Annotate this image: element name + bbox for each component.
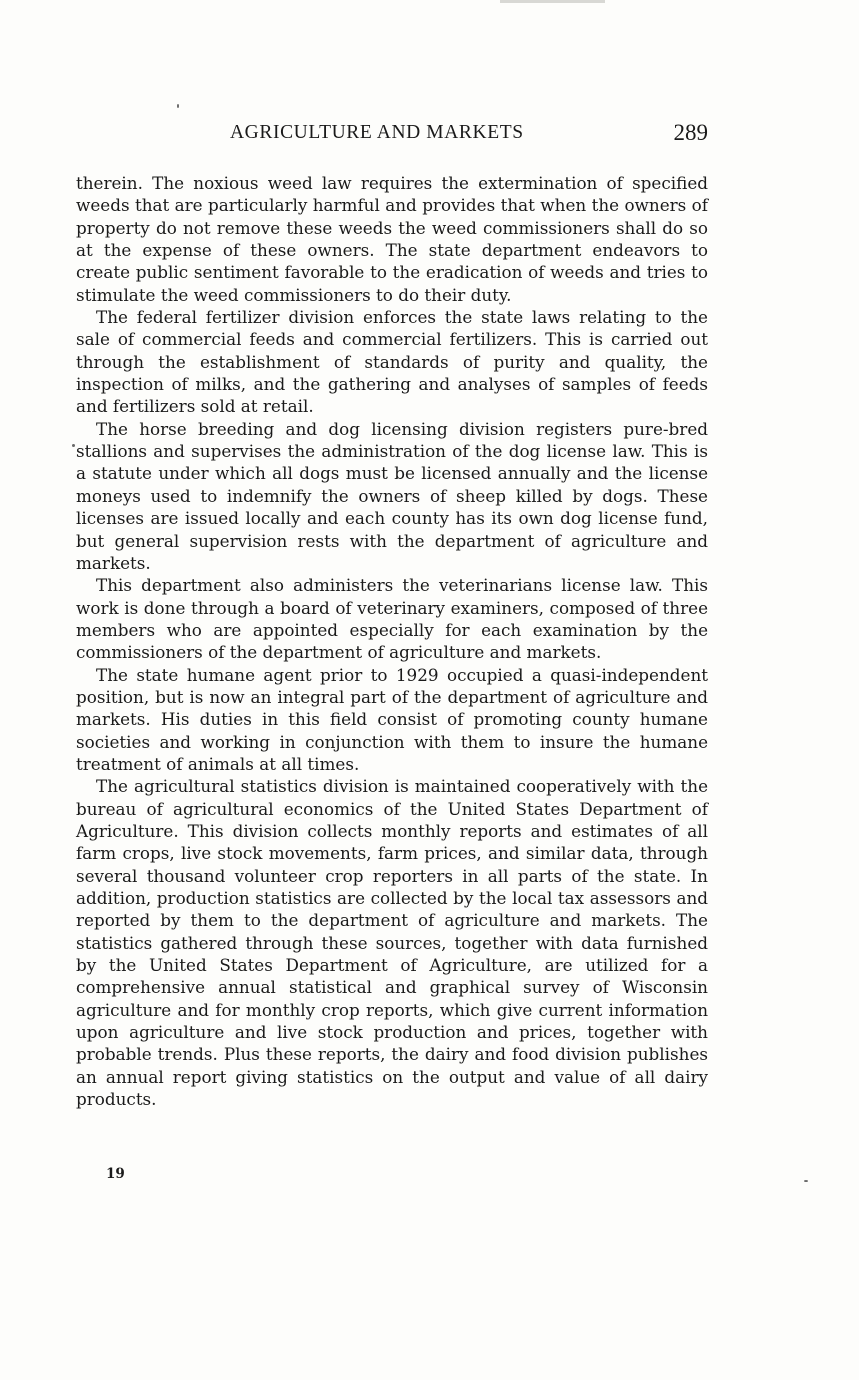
scan-speck xyxy=(177,104,179,108)
running-title: AGRICULTURE AND MARKETS xyxy=(230,122,524,143)
running-head xyxy=(76,122,708,150)
scan-speck xyxy=(804,1180,808,1182)
signature-mark: 19 xyxy=(106,1166,125,1182)
paragraph-humane-agent: The state humane agent prior to 1929 occupied a quasi-independent position, but is now an integral part of the department of agriculture and markets. His duties in this field consist of promoting county humane societies and working in conjunction with them to insure the humane treatment of animals at all times. xyxy=(76,664,708,774)
scan-speck xyxy=(72,444,75,447)
body-text xyxy=(76,172,708,1110)
page-number: 289 xyxy=(673,120,708,145)
paragraph-veterinarians-license: This department also administers the veterinarians license law. This work is done through a board of veterinary examiners, composed of three members who are appointed especially for each examination by the commissioners of the department of agriculture and markets. xyxy=(76,575,708,663)
paragraph-agricultural-statistics: The agricultural statistics division is maintained cooperatively with the bureau of agricultural economics of the United States Department of Agriculture. This division collects monthly reports and estimates of all farm crops, live stock movements, farm prices, and similar data, through several thousand volunteer crop reporters in all parts of the state. In addition, production statistics are collected by the local tax assessors and reported by them to the department of agriculture and markets. The statistics gathered through these sources, together with data furnished by the United States Department of Agriculture, are utilized for a comprehensive annual statistical and graphical survey of Wisconsin agriculture and for monthly crop reports, which give current information upon agriculture and live stock production and prices, together with probable trends. Plus these reports, the dairy and food division publishes an annual report giving statistics on the output and value of all dairy products. xyxy=(76,776,708,1110)
paragraph-fertilizer-division: The federal fertilizer division enforces the state laws relating to the sale of commercial feeds and commercial fertilizers. This is carried out through the establishment of standards of purity and quality, the inspection of milks, and the gathering and analyses of samples of feeds and fertilizers sold at retail. xyxy=(76,307,708,417)
paragraph-weed-law: therein. The noxious weed law requires the extermination of specified weeds that are particularly harmful and provides that when the owners of property do not remove these weeds the weed commissioners shall do so at the expense of these owners. The state department endeavors to create public sentiment favorable to the eradication of weeds and tries to stimulate the weed commissioners to do their duty. xyxy=(76,173,708,305)
scan-edge-mark xyxy=(500,0,605,3)
paragraph-horse-dog-licensing: The horse breeding and dog licensing division registers pure-bred stallions and supervises the administration of the dog license law. This is a statute under which all dogs must be licensed annually and the license moneys used to indemnify the owners of sheep killed by dogs. These licenses are issued locally and each county has its own dog license fund, but general supervision rests with the department of agriculture and markets. xyxy=(76,418,708,573)
